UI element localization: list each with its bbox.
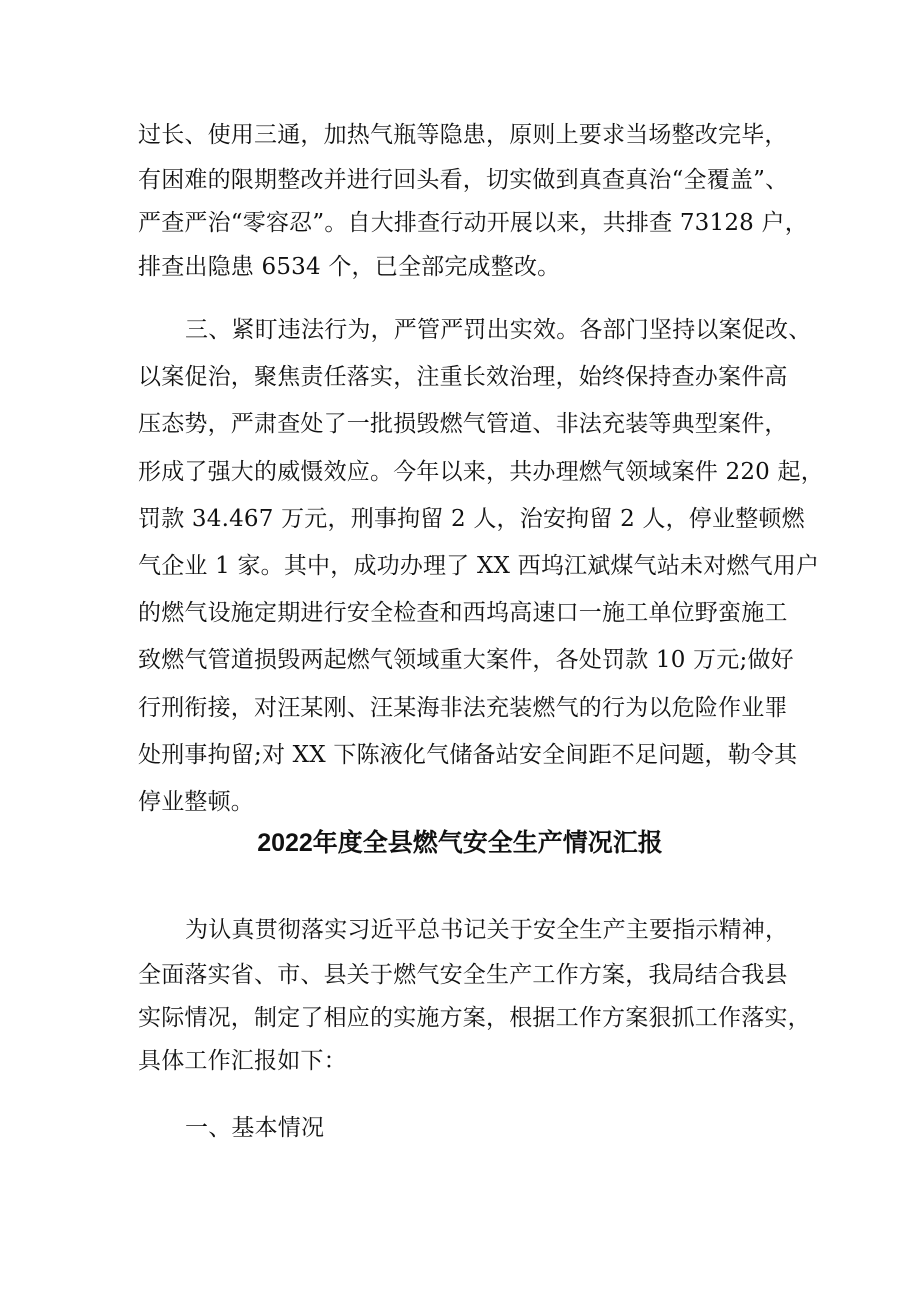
paragraph-line: 压态势，严肃查处了一批损毁燃气管道、非法充装等典型案件， — [138, 411, 788, 437]
paragraph-line: 具体工作汇报如下： — [138, 1048, 347, 1074]
paragraph-line: 三、紧盯违法行为，严管严罚出实效。各部门坚持以案促改、 — [185, 317, 812, 343]
section-heading: 一、基本情况 — [185, 1115, 325, 1141]
paragraph-line: 罚款 34.467 万元，刑事拘留 2 人，治安拘留 2 人，停业整顿燃 — [138, 506, 805, 532]
paragraph-line: 致燃气管道损毁两起燃气领域重大案件，各处罚款 10 万元;做好 — [138, 647, 794, 673]
paragraph-line: 全面落实省、市、县关于燃气安全生产工作方案，我局结合我县 — [138, 962, 788, 988]
paragraph-line: 严查严治“零容忍”。自大排查行动开展以来，共排查 73128 户， — [138, 210, 808, 236]
paragraph-line: 停业整顿。 — [138, 789, 254, 815]
paragraph-line: 形成了强大的威慑效应。今年以来，共办理燃气领域案件 220 起， — [138, 459, 824, 485]
paragraph-line: 行刑衔接，对汪某刚、汪某海非法充装燃气的行为以危险作业罪 — [138, 695, 788, 721]
report-title: 2022年度全县燃气安全生产情况汇报 — [257, 829, 663, 857]
paragraph-line: 实际情况，制定了相应的实施方案，根据工作方案狠抓工作落实， — [138, 1005, 811, 1031]
paragraph-line: 处刑事拘留;对 XX 下陈液化气储备站安全间距不足问题，勒令其 — [138, 742, 798, 768]
paragraph-line: 的燃气设施定期进行安全检查和西坞高速口一施工单位野蛮施工 — [138, 600, 788, 626]
paragraph-line: 过长、使用三通，加热气瓶等隐患，原则上要求当场整改完毕， — [138, 122, 788, 148]
paragraph-line: 有困难的限期整改并进行回头看，切实做到真查真治“全覆盖”、 — [138, 167, 789, 193]
paragraph-line: 排查出隐患 6534 个，已全部完成整改。 — [138, 254, 561, 280]
paragraph-line: 气企业 1 家。其中，成功办理了 XX 西坞江斌煤气站未对燃气用户 — [138, 553, 820, 579]
paragraph-line: 为认真贯彻落实习近平总书记关于安全生产主要指示精神， — [185, 917, 789, 943]
paragraph-line: 以案促治，聚焦责任落实，注重长效治理，始终保持查办案件高 — [138, 364, 788, 390]
